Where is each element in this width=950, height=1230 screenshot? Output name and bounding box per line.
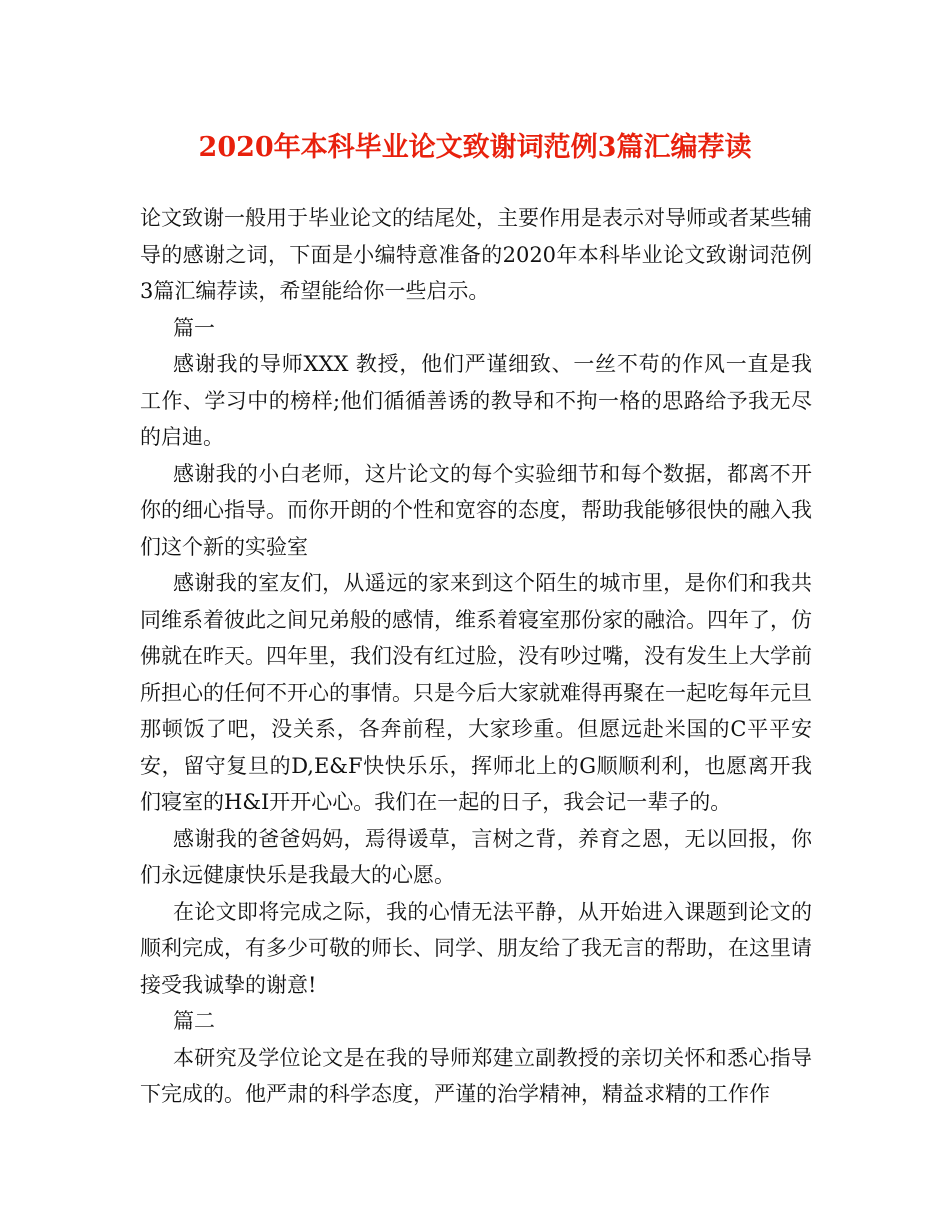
section-heading-2: 篇二 (173, 1009, 215, 1033)
intro-paragraph: 论文致谢一般用于毕业论文的结尾处，主要作用是表示对导师或者某些辅导的感谢之词，下面是小编特意准备的2020年本科毕业论文致谢词范例3篇汇编荐读，希望能给你一些启示。 (140, 206, 812, 303)
document-body (140, 200, 812, 1113)
body-paragraph: 感谢我的小白老师，这片论文的每个实验细节和每个数据，都离不开你的细心指导。而你开朗的个性和宽容的态度，帮助我能够很快的融入我们这个新的实验室 (140, 461, 812, 559)
document-title: 2020年本科毕业论文致谢词范例3篇汇编荐读 (198, 132, 752, 163)
body-paragraph: 在论文即将完成之际，我的心情无法平静，从开始进入课题到论文的顺利完成，有多少可敬的师长、同学、朋友给了我无言的帮助，在这里请接受我诚挚的谢意! (140, 899, 812, 997)
body-paragraph: 感谢我的导师XXX 教授，他们严谨细致、一丝不苟的作风一直是我工作、学习中的榜样;他们循循善诱的教导和不拘一格的思路给予我无尽的启迪。 (140, 352, 812, 449)
body-paragraph: 感谢我的室友们，从遥远的家来到这个陌生的城市里，是你们和我共同维系着彼此之间兄弟般的感情，维系着寝室那份家的融洽。四年了，仿佛就在昨天。四年里，我们没有红过脸，没有吵过嘴，没有发生上大学前所担心的任何不开心的事情。只是今后大家就难得再聚在一起吃每年元旦那顿饭了吧，没关系，各奔前程，大家珍重。但愿远赴米国的C平平安安，留守复旦的D,E&F快快乐乐，挥师北上的G顺顺利利，也愿离开我们寝室的H&I开开心心。我们在一起的日子，我会记一辈子的。 (140, 571, 812, 814)
section-heading-1: 篇一 (173, 315, 215, 340)
body-paragraph: 感谢我的爸爸妈妈，焉得谖草，言树之背，养育之恩，无以回报，你们永远健康快乐是我最大的心愿。 (140, 826, 812, 887)
body-paragraph: 本研究及学位论文是在我的导师郑建立副教授的亲切关怀和悉心指导下完成的。他严肃的科学态度，严谨的治学精神，精益求精的工作作 (140, 1045, 812, 1106)
